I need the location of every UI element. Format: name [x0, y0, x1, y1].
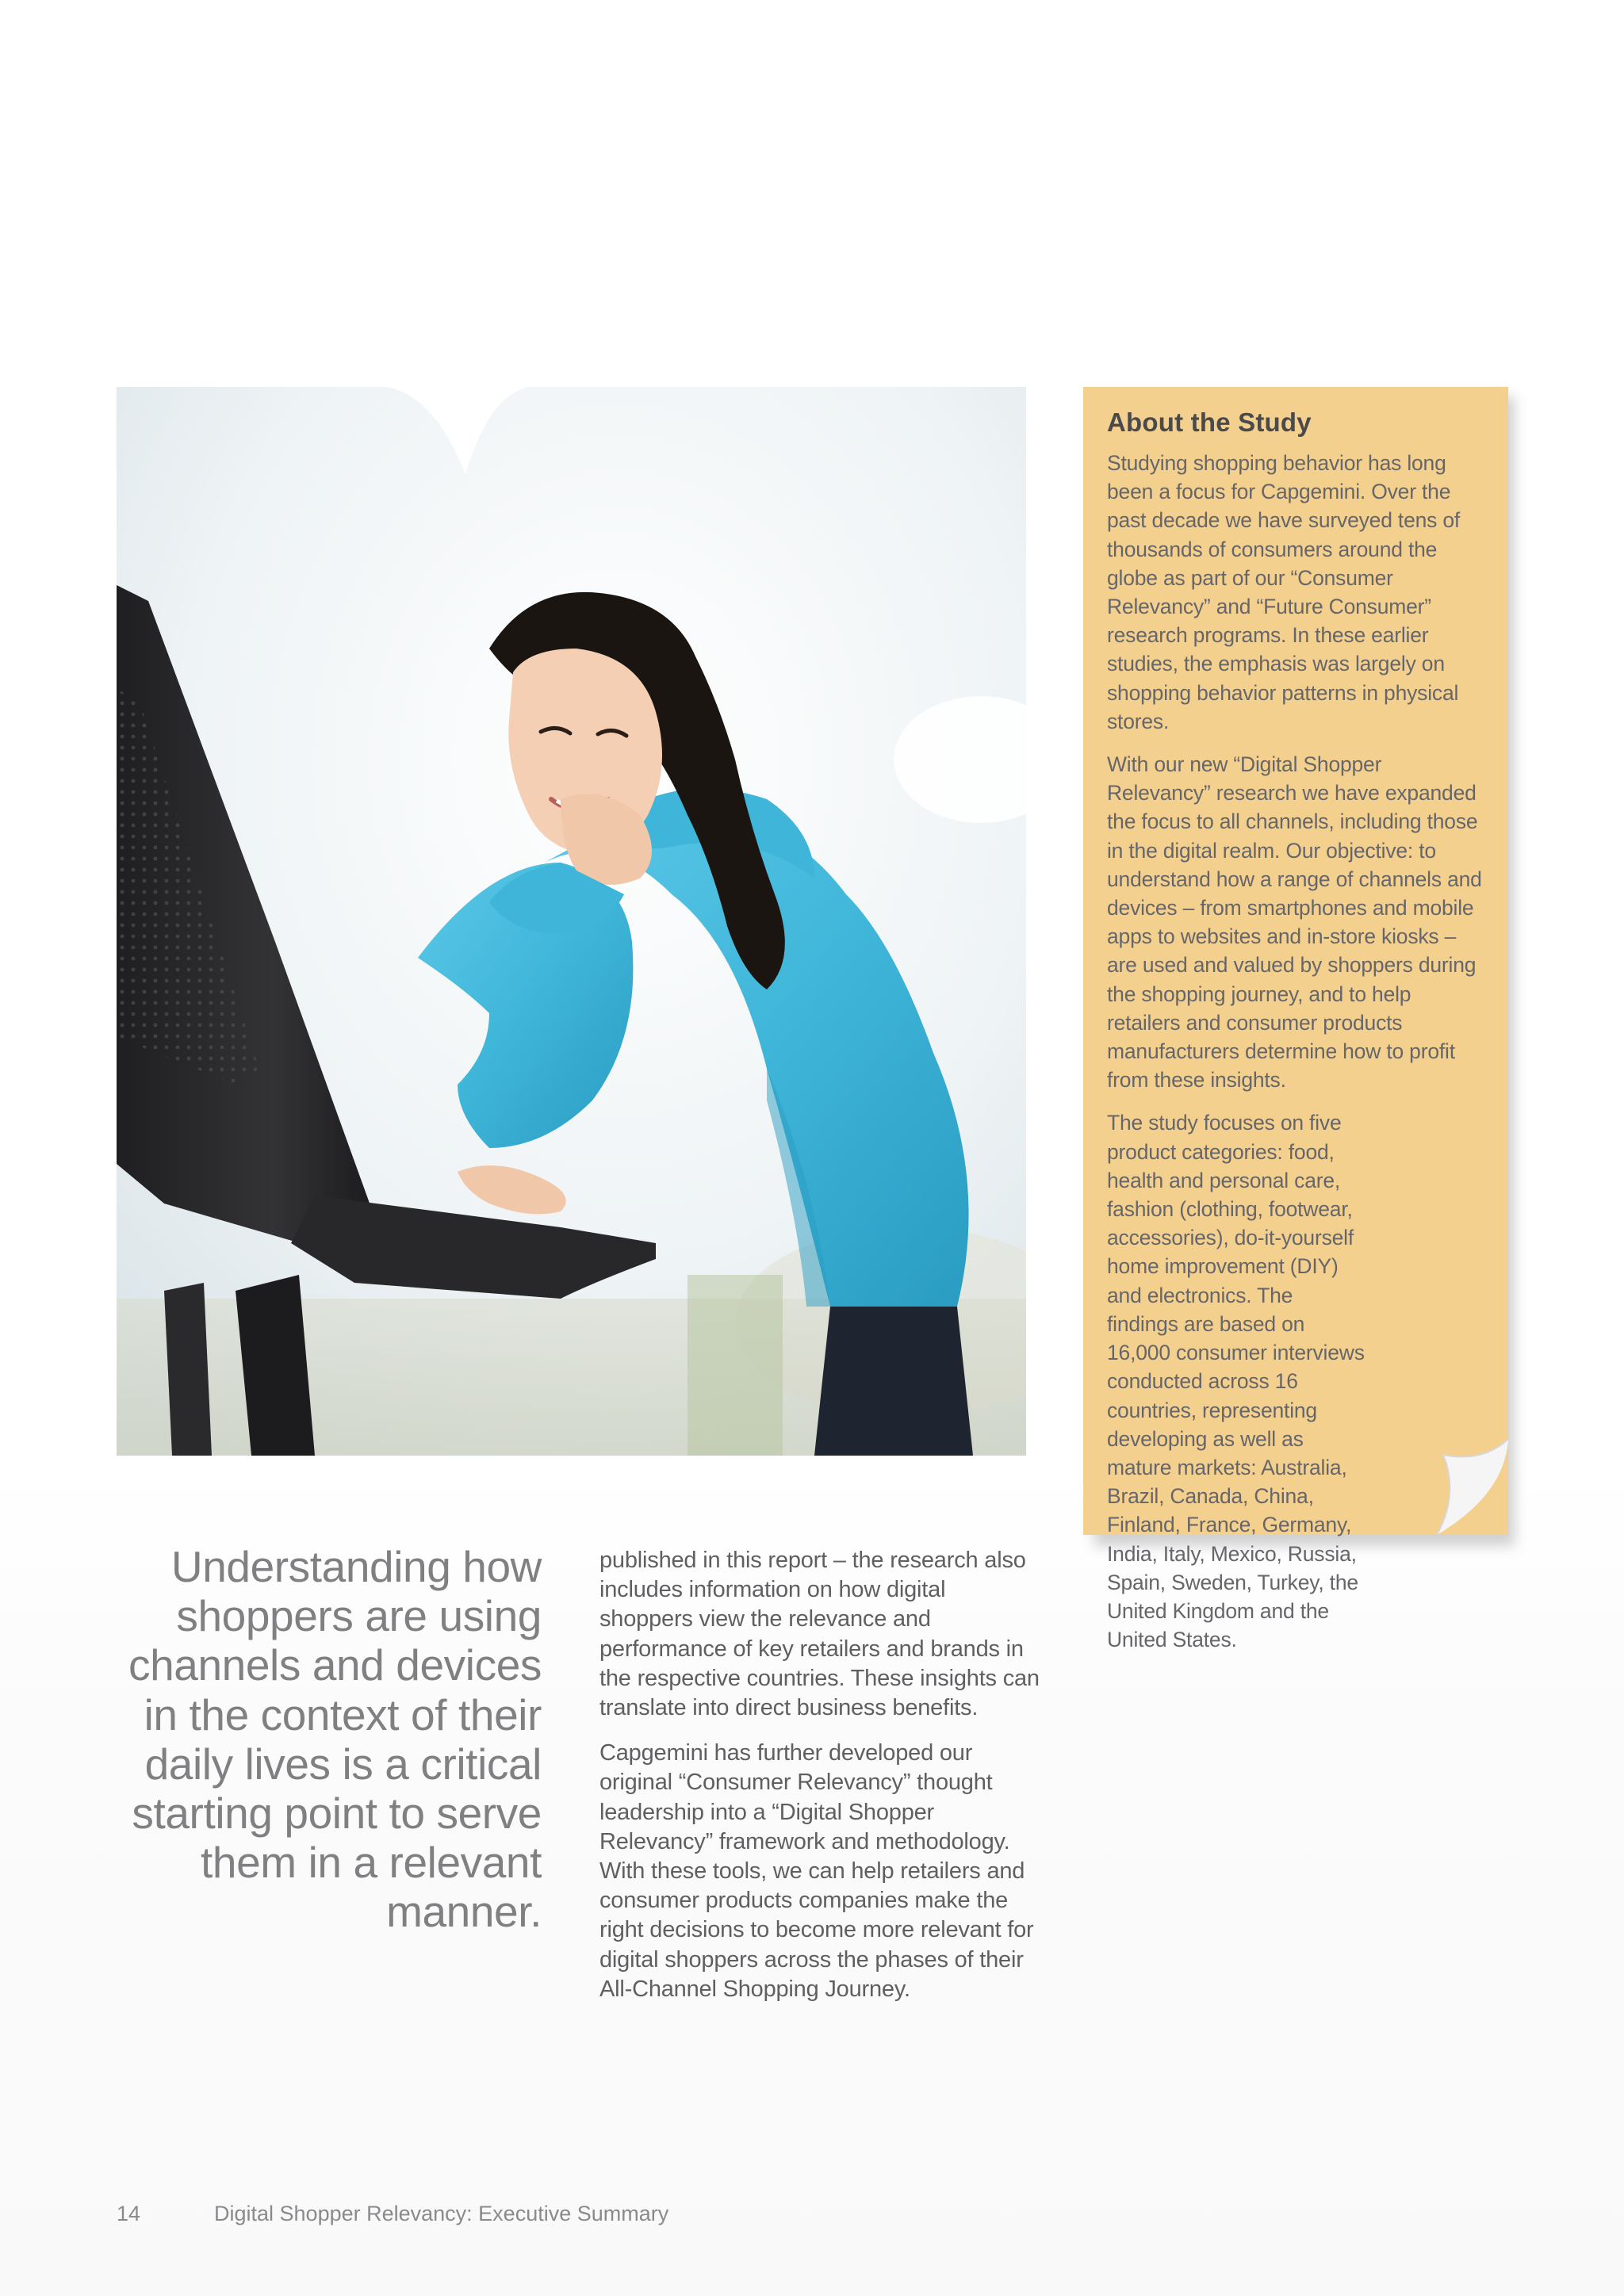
body-text-column	[599, 1546, 1044, 2020]
about-heading: About the Study	[1107, 408, 1312, 437]
about-the-study-box	[1083, 387, 1508, 1652]
about-paragraph: With our new “Digital Shopper Relevancy” research we have expanded the focus to all channels, including those in the digital realm. Our objective: to understand how a range of channels and devices – from smartphones and mobile apps to websites and in-store kiosks – are used and valued by shoppers during the shopping journey, and to help retailers and consumer products manufacturers determine how to profit from these insights.	[1107, 752, 1482, 1093]
body-paragraph: published in this report – the research also includes information on how digital shoppers view the relevance and performance of key retailers and brands in the respective countries. These insights can translate into direct business benefits.	[599, 1548, 1040, 1721]
pull-quote: Understanding how shoppers are using channels and devices in the context of their daily lives is a critical starting point to serve them in a relevant manner.	[128, 1542, 542, 1937]
page-number: 14	[117, 2202, 141, 2225]
about-paragraph: The study focuses on five product categories: food, health and personal care, fashion (clothing, footwear, accessories), do-it-yourself home improvement (DIY) and electronics. The findings are based on 16,000 consumer interviews conducted across 16 countries, representing developing as well as mature markets: Australia, Brazil, Canada, China, Finland, France, Germany, India, Italy, Mexico, Russia, Spain, Sweden, Turkey, the United Kingdom and the United States.	[1107, 1111, 1365, 1652]
about-paragraph: Studying shopping behavior has long been a focus for Capgemini. Over the past decade we have surveyed tens of thousands of consumers around the globe as part of our “Consumer Relevancy” and “Future Consumer” research programs. In these earlier studies, the emphasis was largely on shopping behavior patterns in physical stores.	[1107, 451, 1461, 733]
page-curl-icon	[1411, 1439, 1522, 1538]
kiosk-shopper-photo	[117, 387, 1026, 1456]
footer-title: Digital Shopper Relevancy: Executive Summary	[214, 2202, 669, 2225]
body-paragraph: Capgemini has further developed our original “Consumer Relevancy” thought leadership into a “Digital Shopper Relevancy” framework and methodology. With these tools, we can help retailers and consumer products companies make the right decisions to become more relevant for digital shoppers across the phases of their All-Channel Shopping Journey.	[599, 1740, 1034, 2002]
